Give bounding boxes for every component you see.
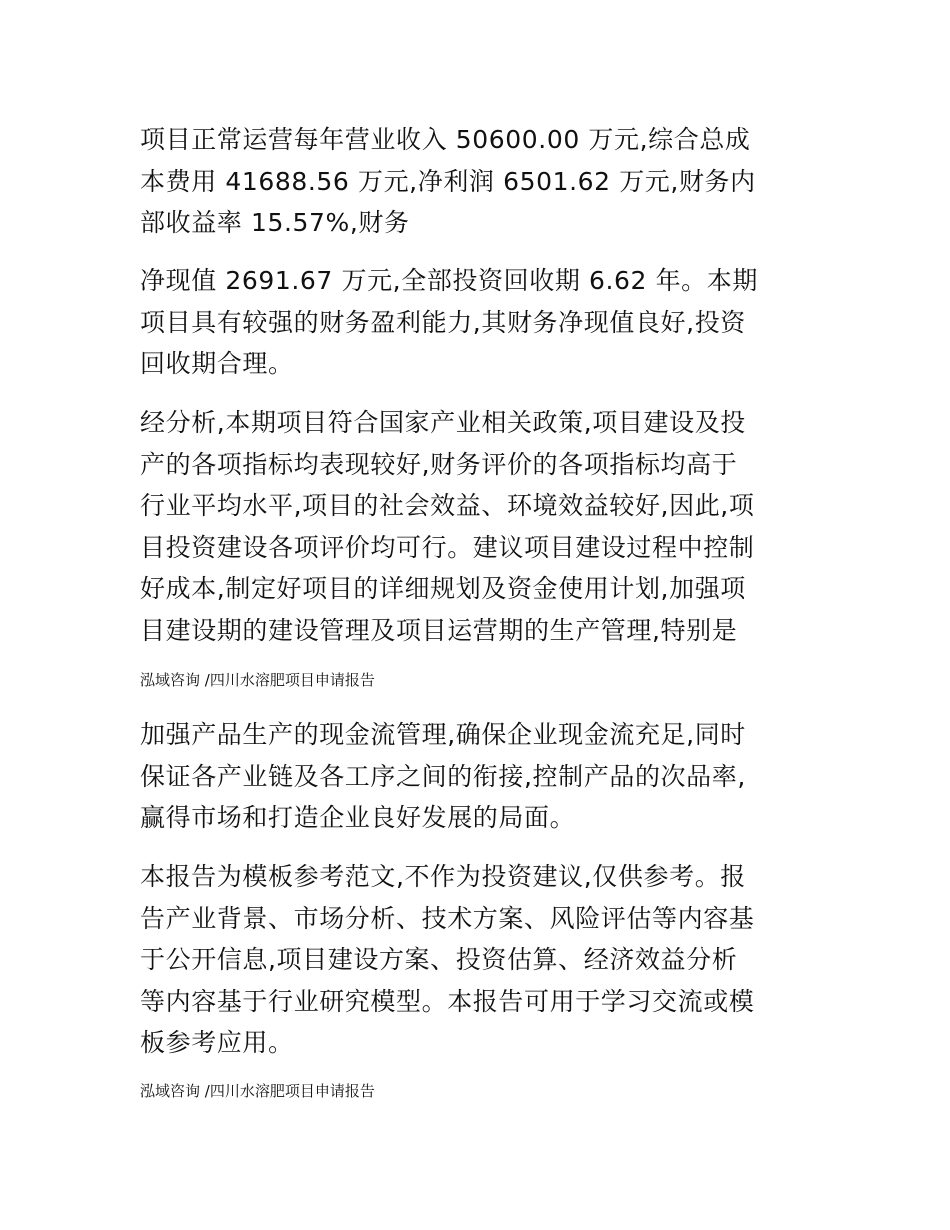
text-line: 板参考应用。 [140,1028,294,1057]
text-line: 目投资建设各项评价均可行。建议项目建设过程中控制 [140,532,755,562]
text-line: 经分析,本期项目符合国家产业相关政策,项目建设及投 [140,408,746,437]
text-line: 赢得市场和打造企业良好发展的局面。 [140,803,576,832]
text-line: 目建设期的建设管理及项目运营期的生产管理,特别是 [140,615,738,645]
text-line: 行业平均水平,项目的社会效益、环境效益较好,因此,项 [140,491,755,520]
text-line: 项目具有较强的财务盈利能力,其财务净现值良好,投资 [140,307,746,337]
text-line: 告产业背景、市场分析、技术方案、风险评估等内容基 [140,903,755,933]
text-line: 保证各产业链及各工序之间的衔接,控制产品的次品率, [140,761,746,791]
page-footer: 泓域咨询 /四川水溶肥项目申请报告 [140,1082,375,1100]
page-footer: 泓域咨询 /四川水溶肥项目申请报告 [140,671,375,689]
text-line: 好成本,制定好项目的详细规划及资金使用计划,加强项 [140,574,746,603]
text-line: 净现值 2691.67 万元,全部投资回收期 6.62 年。本期 [140,266,758,295]
paragraph-analysis [140,402,830,651]
paragraph-disclaimer [140,856,830,1064]
text-line: 于公开信息,项目建设方案、投资估算、经济效益分析 [140,945,738,974]
text-line: 等内容基于行业研究模型。本报告可用于学习交流或模 [140,986,755,1016]
text-line: 加强产品生产的现金流管理,确保企业现金流充足,同时 [140,720,746,749]
text-line: 本报告为模板参考范文,不作为投资建议,仅供参考。报 [140,862,746,891]
text-line: 部收益率 15.57%,财务 [140,208,410,237]
paragraph-financial-summary [140,119,830,244]
paragraph-net-present-value [140,260,830,385]
text-line: 产的各项指标均表现较好,财务评价的各项指标均高于 [140,449,738,479]
text-line: 本费用 41688.56 万元,净利润 6501.62 万元,财务内 [140,166,756,196]
text-line: 回收期合理。 [140,349,294,378]
text-line: 项目正常运营每年营业收入 50600.00 万元,综合总成 [140,125,751,154]
paragraph-cash-flow [140,714,830,839]
